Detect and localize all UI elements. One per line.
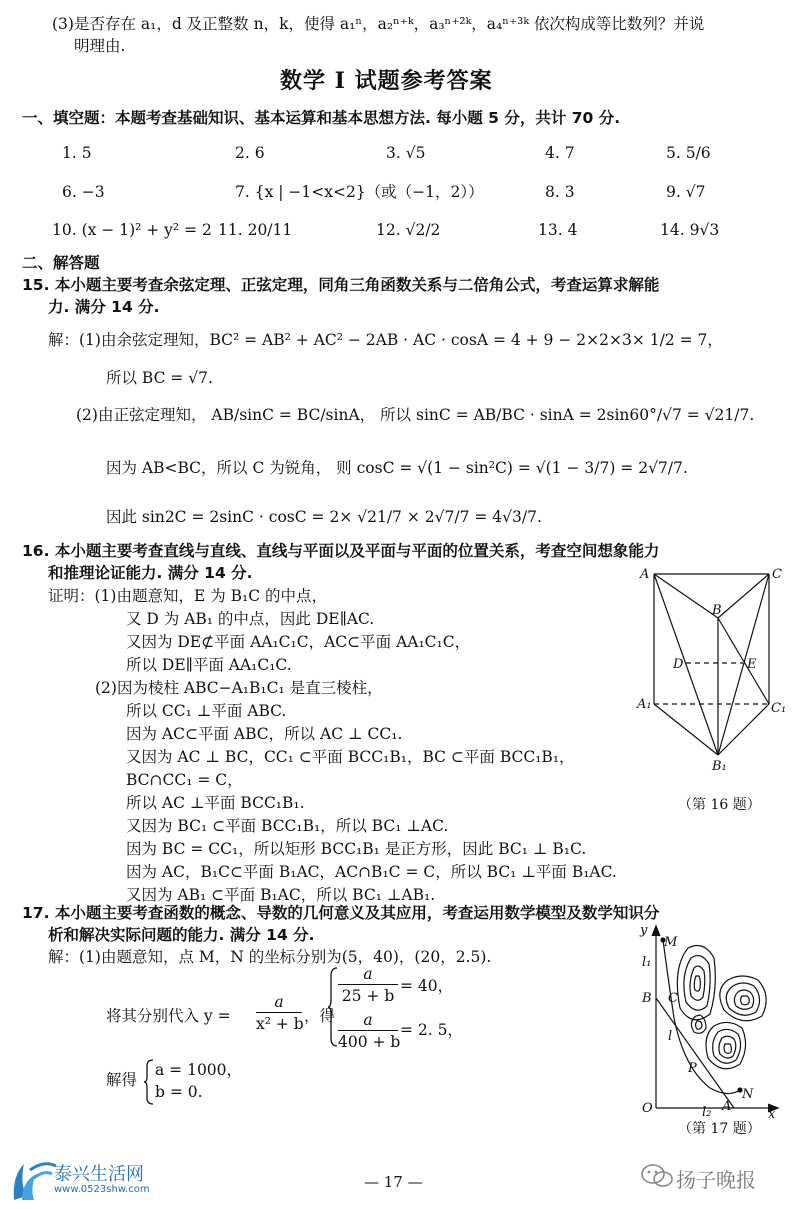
label-A1: A₁ xyxy=(637,697,652,712)
answer-11: 11. 20/11 xyxy=(218,221,293,239)
q15-step3: (2)由正弦定理知， AB/sinC = BC/sinA， 所以 sinC = AB/BC · sinA = 2sin60°/√7 = √21/7. xyxy=(76,406,755,424)
site-url: www.0523shw.com xyxy=(54,1184,150,1195)
label-l2: l₂ xyxy=(702,1105,712,1120)
page-number: — 17 — xyxy=(364,1173,423,1191)
sys1-bar xyxy=(338,984,398,985)
section1-heading: 一、填空题：本题考查基础知识、基本运算和基本思想方法. 每小题 5 分，共计 70 分. xyxy=(22,109,621,127)
answer-9: 9. √7 xyxy=(666,183,706,201)
answer-12: 12. √2/2 xyxy=(376,221,441,239)
solution-b: b = 0. xyxy=(155,1083,203,1101)
answer-1: 1. 5 xyxy=(62,144,92,162)
label-B1: B₁ xyxy=(712,759,727,774)
q16-proof-line: 因为 BC = CC₁，所以矩形 BCC₁B₁ 是正方形，因此 BC₁ ⊥ B₁C. xyxy=(126,840,587,858)
label-B: B xyxy=(712,603,722,618)
q15-step5: 因此 sin2C = 2sinC · cosC = 2× √21/7 × 2√7/7 = 4√3/7. xyxy=(106,508,542,526)
answer-14: 14. 9√3 xyxy=(660,221,720,239)
answer-10: 10. (x − 1)² + y² = 2 xyxy=(52,221,212,239)
q16-heading-line2: 和推理论证能力. 满分 14 分. xyxy=(48,564,253,582)
q16-proof-line: 因为 AC，B₁C⊂平面 B₁AC，AC∩B₁C = C，所以 BC₁ ⊥平面 B₁AC. xyxy=(126,863,617,881)
q15-heading-line1: 15. 本小题主要考查余弦定理、正弦定理，同角三角函数关系与二倍角公式，考查运算求解能 xyxy=(22,276,660,294)
label-C: C xyxy=(668,991,678,1006)
sys1-num: a xyxy=(363,965,373,983)
q3-line2: 明理由. xyxy=(74,37,126,55)
solution-brace xyxy=(143,1058,155,1106)
q16-proof-line: 又因为 BC₁ ⊂平面 BCC₁B₁，所以 BC₁ ⊥AC. xyxy=(126,817,449,835)
contour-figure xyxy=(628,918,788,1123)
q17-solve-text: 解得 xyxy=(106,1071,138,1089)
prism-figure xyxy=(636,562,786,782)
sys2-num: a xyxy=(363,1011,373,1029)
label-l: l xyxy=(668,1029,673,1044)
sys2-den: 400 + b xyxy=(338,1033,401,1051)
answer-2: 2. 6 xyxy=(235,144,265,162)
label-O: O xyxy=(642,1101,653,1116)
answer-5: 5. 5/6 xyxy=(666,144,711,162)
label-A: A xyxy=(722,1099,732,1114)
q16-proof-line: 又因为 DE⊄平面 AA₁C₁C，AC⊂平面 AA₁C₁C， xyxy=(126,633,471,651)
label-y: y xyxy=(640,923,648,938)
q16-proof-line: 又因为 AC ⊥ BC，CC₁ ⊂平面 BCC₁B₁，BC ⊂平面 BCC₁B₁， xyxy=(126,748,575,766)
q17-heading-line1: 17. 本小题主要考查函数的概念、导数的几何意义及其应用，考查运用数学模型及数学知识分 xyxy=(22,904,660,922)
q17-step1: 解：(1)由题意知，点 M，N 的坐标分别为(5，40)，(20，2.5). xyxy=(48,948,492,966)
frac-bar xyxy=(256,1012,302,1013)
label-P: P xyxy=(688,1061,697,1076)
answer-4: 4. 7 xyxy=(545,144,575,162)
answer-7: 7. {x | −1<x<2}（或（−1，2）） xyxy=(235,183,484,201)
answer-6: 6. −3 xyxy=(62,183,105,201)
wechat-icon xyxy=(640,1162,674,1190)
q3-line1: (3)是否存在 a₁，d 及正整数 n，k，使得 a₁ⁿ，a₂ⁿ⁺ᵏ，a₃ⁿ⁺²ᵏ，a₄ⁿ⁺³ᵏ 依次构成等比数列？并说 xyxy=(52,15,705,33)
answer-8: 8. 3 xyxy=(545,183,575,201)
site-name: 泰兴生活网 xyxy=(54,1164,144,1185)
q16-proof-line: 所以 AC ⊥平面 BCC₁B₁. xyxy=(126,794,305,812)
frac-numerator: a xyxy=(274,993,284,1011)
sys2-bar xyxy=(338,1030,398,1031)
q17-de-text: ，得 xyxy=(304,1007,336,1025)
q17-heading-line2: 析和解决实际问题的能力. 满分 14 分. xyxy=(48,926,315,944)
q15-step2: 所以 BC = √7. xyxy=(106,369,213,387)
sys1-den: 25 + b xyxy=(341,987,395,1005)
frac-denominator: x² + b xyxy=(256,1015,304,1033)
q17-substitute-text: 将其分别代入 y = xyxy=(106,1007,231,1025)
sys2-rhs: = 2. 5， xyxy=(400,1021,463,1039)
answer-3: 3. √5 xyxy=(386,144,426,162)
q16-proof-line: (2)因为棱柱 ABC−A₁B₁C₁ 是直三棱柱， xyxy=(95,679,383,697)
label-x: x xyxy=(768,1107,776,1122)
figure17-caption: （第 17 题） xyxy=(678,1121,761,1137)
label-C1: C₁ xyxy=(771,701,786,716)
label-N: N xyxy=(742,1087,754,1102)
label-B: B xyxy=(642,991,652,1006)
watermark-text: 扬子晚报 xyxy=(676,1168,756,1192)
sys1-rhs: = 40， xyxy=(400,977,454,995)
q16-proof-line: 因为 AC⊂平面 ABC，所以 AC ⊥ CC₁. xyxy=(126,725,403,743)
figure16-caption: （第 16 题） xyxy=(678,797,761,813)
label-D: D xyxy=(673,657,684,672)
q16-proof-line: BC∩CC₁ = C， xyxy=(126,771,243,789)
label-A: A xyxy=(640,567,650,582)
site-logo-icon xyxy=(8,1156,58,1204)
q16-heading-line1: 16. 本小题主要考查直线与直线、直线与平面以及平面与平面的位置关系，考查空间想象能力 xyxy=(22,542,660,560)
label-M: M xyxy=(664,935,678,950)
page-title: 数学 Ⅰ 试题参考答案 xyxy=(280,68,493,94)
solution-a: a = 1000， xyxy=(155,1061,243,1079)
q16-proof-line: 证明：(1)由题意知，E 为 B₁C 的中点， xyxy=(48,587,328,605)
q15-heading-line2: 力. 满分 14 分. xyxy=(48,298,160,316)
label-E: E xyxy=(747,657,757,672)
section2-heading: 二、解答题 xyxy=(22,254,100,272)
label-C: C xyxy=(772,567,782,582)
label-l1: l₁ xyxy=(642,955,652,970)
q15-step1: 解：(1)由余弦定理知，BC² = AB² + AC² − 2AB · AC · cosA = 4 + 9 − 2×2×3× 1/2 = 7， xyxy=(48,331,723,349)
answer-13: 13. 4 xyxy=(538,221,578,239)
q16-proof-line: 所以 CC₁ ⊥平面 ABC. xyxy=(126,702,287,720)
q16-proof-line: 所以 DE∥平面 AA₁C₁C. xyxy=(126,656,292,674)
q16-proof-line: 又因为 AB₁ ⊂平面 B₁AC，所以 BC₁ ⊥AB₁. xyxy=(126,886,436,904)
q16-proof-line: 又 D 为 AB₁ 的中点，因此 DE∥AC. xyxy=(126,610,375,628)
q15-step4: 因为 AB<BC，所以 C 为锐角， 则 cosC = √(1 − sin²C) = √(1 − 3/7) = 2√7/7. xyxy=(106,459,688,477)
